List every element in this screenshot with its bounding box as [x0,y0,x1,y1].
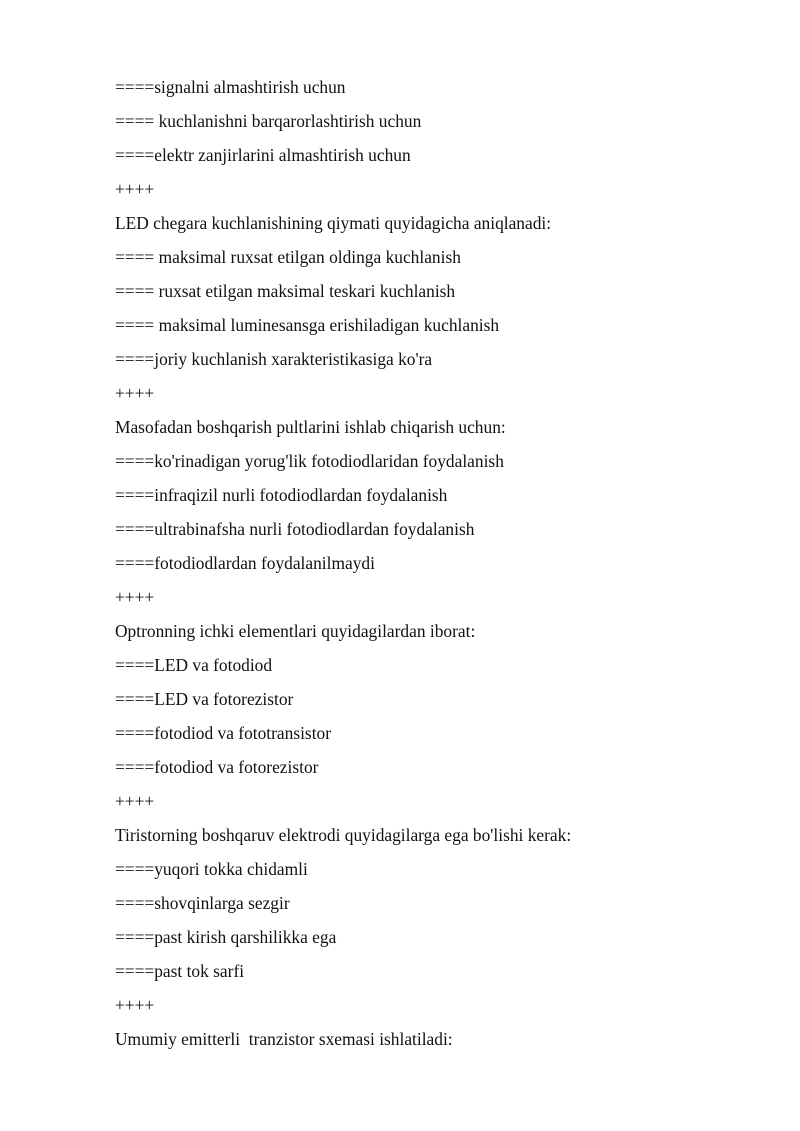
answer-option: ====LED va fotorezistor [115,689,294,709]
answer-option: ====fotodiod va fotorezistor [115,757,319,777]
answer-option: ====fotodiod va fototransistor [115,723,332,743]
answer-option: ====ko'rinadigan yorug'lik fotodiodlaridan foydalanish [115,451,504,471]
answer-option: ====infraqizil nurli fotodiodlardan foydalanish [115,485,448,505]
answer-option: ====shovqinlarga sezgir [115,893,290,913]
answer-option: ====fotodiodlardan foydalanilmaydi [115,553,375,573]
question-text: Umumiy emitterli tranzistor sxemasi ishlatiladi: [115,1029,453,1049]
answer-option: ====past kirish qarshilikka ega [115,927,337,947]
answer-option: ====joriy kuchlanish xarakteristikasiga ko'ra [115,349,433,369]
question-text: LED chegara kuchlanishining qiymati quyidagicha aniqlanadi: [115,213,552,233]
question-text: Optronning ichki elementlari quyidagilardan iborat: [115,621,476,641]
answer-option: ====elektr zanjirlarini almashtirish uchun [115,145,411,165]
document-body [115,76,755,1062]
answer-option: ====signalni almashtirish uchun [115,77,346,97]
question-text: Masofadan boshqarish pultlarini ishlab chiqarish uchun: [115,417,506,437]
answer-option: ====ultrabinafsha nurli fotodiodlardan foydalanish [115,519,475,539]
question-separator: ++++ [115,995,155,1015]
answer-option: ==== kuchlanishni barqarorlashtirish uchun [115,111,422,131]
answer-option: ==== maksimal ruxsat etilgan oldinga kuchlanish [115,247,461,267]
question-separator: ++++ [115,383,155,403]
answer-option: ====past tok sarfi [115,961,245,981]
answer-option: ====LED va fotodiod [115,655,273,675]
answer-option: ==== ruxsat etilgan maksimal teskari kuchlanish [115,281,456,301]
question-text: Tiristorning boshqaruv elektrodi quyidagilarga ega bo'lishi kerak: [115,825,572,845]
question-separator: ++++ [115,587,155,607]
answer-option: ==== maksimal luminesansga erishiladigan kuchlanish [115,315,500,335]
question-separator: ++++ [115,179,155,199]
answer-option: ====yuqori tokka chidamli [115,859,308,879]
question-separator: ++++ [115,791,155,811]
